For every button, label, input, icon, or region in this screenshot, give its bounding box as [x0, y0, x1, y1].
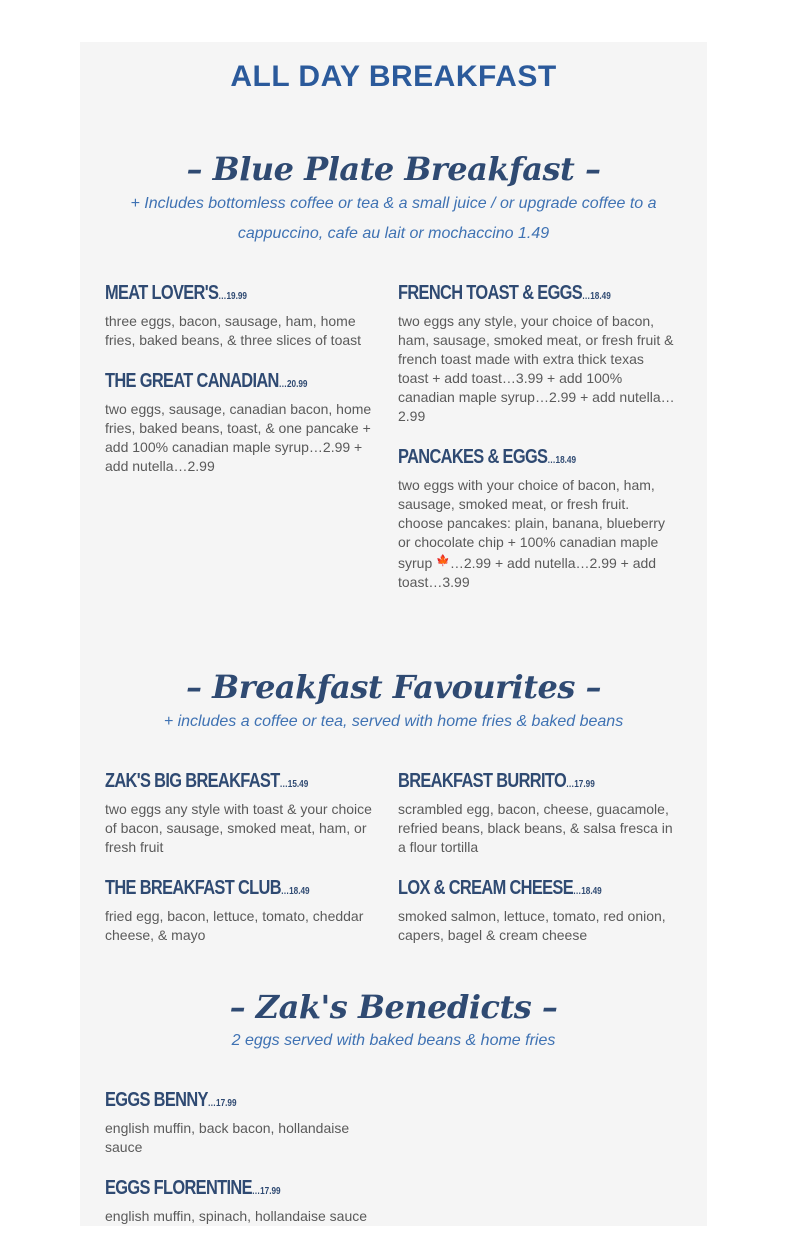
menu-item-description: smoked salmon, lettuce, tomato, red onion, capers, bagel & cream cheese: [398, 908, 666, 943]
menu-item-price: …15.49: [279, 779, 309, 790]
section-heading-breakfast-favourites: – Breakfast Favourites –: [186, 668, 601, 706]
menu-item-description: two eggs with your choice of bacon, ham, sausage, smoked meat, or fresh fruit. choose pancakes: plain, banana, blueberry or chocolate chip + 100% canadian maple syrup 🍁…2.99 + add nutella…2.99 + add toast…3.99: [398, 477, 665, 590]
menu-item-price: …18.49: [280, 886, 310, 897]
menu-item-description: fried egg, bacon, lettuce, tomato, cheddar cheese, & mayo: [105, 908, 364, 943]
menu-item-description: english muffin, spinach, hollandaise sauce: [105, 1208, 368, 1224]
section-subtitle-breakfast-favourites: + includes a coffee or tea, served with home fries & baked beans: [163, 713, 624, 730]
menu-item-name: LOX & CREAM CHEESE…18.49: [398, 877, 602, 899]
menu-item-price: …17.99: [251, 1186, 281, 1197]
menu-item-description: three eggs, bacon, sausage, ham, home fries, baked beans, & three slices of toast: [105, 313, 362, 348]
menu-item-name: MEAT LOVER'S…19.99: [105, 282, 247, 304]
menu-item-description: english muffin, back bacon, hollandaise sauce: [105, 1120, 350, 1155]
menu-item-description: two eggs any style with toast & your choice of bacon, sausage, smoked meat, ham, or fresh fruit: [105, 801, 372, 855]
section-subtitle-blue-plate: + Includes bottomless coffee or tea & a small juice / or upgrade coffee to a cappuccino, cafe au lait or mochaccino 1.49: [130, 195, 657, 242]
favourites-left-column: [105, 768, 385, 957]
menu-item-price: …19.99: [218, 291, 247, 302]
menu-item-name: EGGS FLORENTINE…17.99: [105, 1177, 281, 1199]
menu-item-name: FRENCH TOAST & EGGS…18.49: [398, 282, 611, 304]
menu-item: [105, 280, 385, 350]
menu-item: [105, 1175, 385, 1226]
menu-item: [398, 280, 678, 426]
blue-plate-right-column: [398, 280, 678, 604]
blue-plate-left-column: [105, 280, 385, 488]
menu-item-name: PANCAKES & EGGS…18.49: [398, 446, 577, 468]
menu-item-name: EGGS BENNY…17.99: [105, 1089, 237, 1111]
menu-panel: [80, 42, 707, 1226]
maple-leaf-icon: 🍁: [436, 555, 450, 567]
menu-item: [398, 875, 678, 945]
page-title: ALL DAY BREAKFAST: [230, 60, 557, 93]
menu-item-price: …18.49: [547, 455, 577, 466]
section-heading-blue-plate: – Blue Plate Breakfast –: [186, 150, 601, 188]
benedicts-left-column: [105, 1087, 385, 1238]
menu-item-price: …17.99: [207, 1098, 237, 1109]
section-heading-benedicts: – Zak's Benedicts –: [229, 988, 558, 1026]
menu-item: [105, 768, 385, 857]
menu-item: [398, 768, 678, 857]
menu-item-description: two eggs any style, your choice of bacon, ham, sausage, smoked meat, or fresh fruit & french toast made with extra thick texas toast + add toast…3.99 + add 100% canadian maple syrup…2.99 + add nutella…2.99: [398, 313, 675, 424]
favourites-right-column: [398, 768, 678, 957]
menu-item: [105, 368, 385, 476]
menu-item-price: …17.99: [566, 779, 595, 790]
menu-item-name: THE BREAKFAST CLUB…18.49: [105, 877, 310, 899]
menu-item-description: scrambled egg, bacon, cheese, guacamole, refried beans, black beans, & salsa fresca in a flour tortilla: [398, 801, 673, 855]
menu-item: [105, 1087, 385, 1157]
menu-item-name: BREAKFAST BURRITO…17.99: [398, 770, 595, 792]
section-subtitle-benedicts: 2 eggs served with baked beans & home fries: [231, 1032, 556, 1049]
menu-item: [105, 875, 385, 945]
menu-item-name: ZAK'S BIG BREAKFAST…15.49: [105, 770, 309, 792]
menu-item: [398, 444, 678, 592]
menu-item-price: …20.99: [278, 379, 308, 390]
menu-item-description: two eggs, sausage, canadian bacon, home fries, baked beans, toast, & one pancake + add 100% canadian maple syrup…2.99 + add nutella…2.99: [105, 401, 372, 474]
menu-item-name: THE GREAT CANADIAN…20.99: [105, 370, 308, 392]
menu-item-price: …18.49: [572, 886, 602, 897]
menu-item-price: …18.49: [582, 291, 611, 302]
